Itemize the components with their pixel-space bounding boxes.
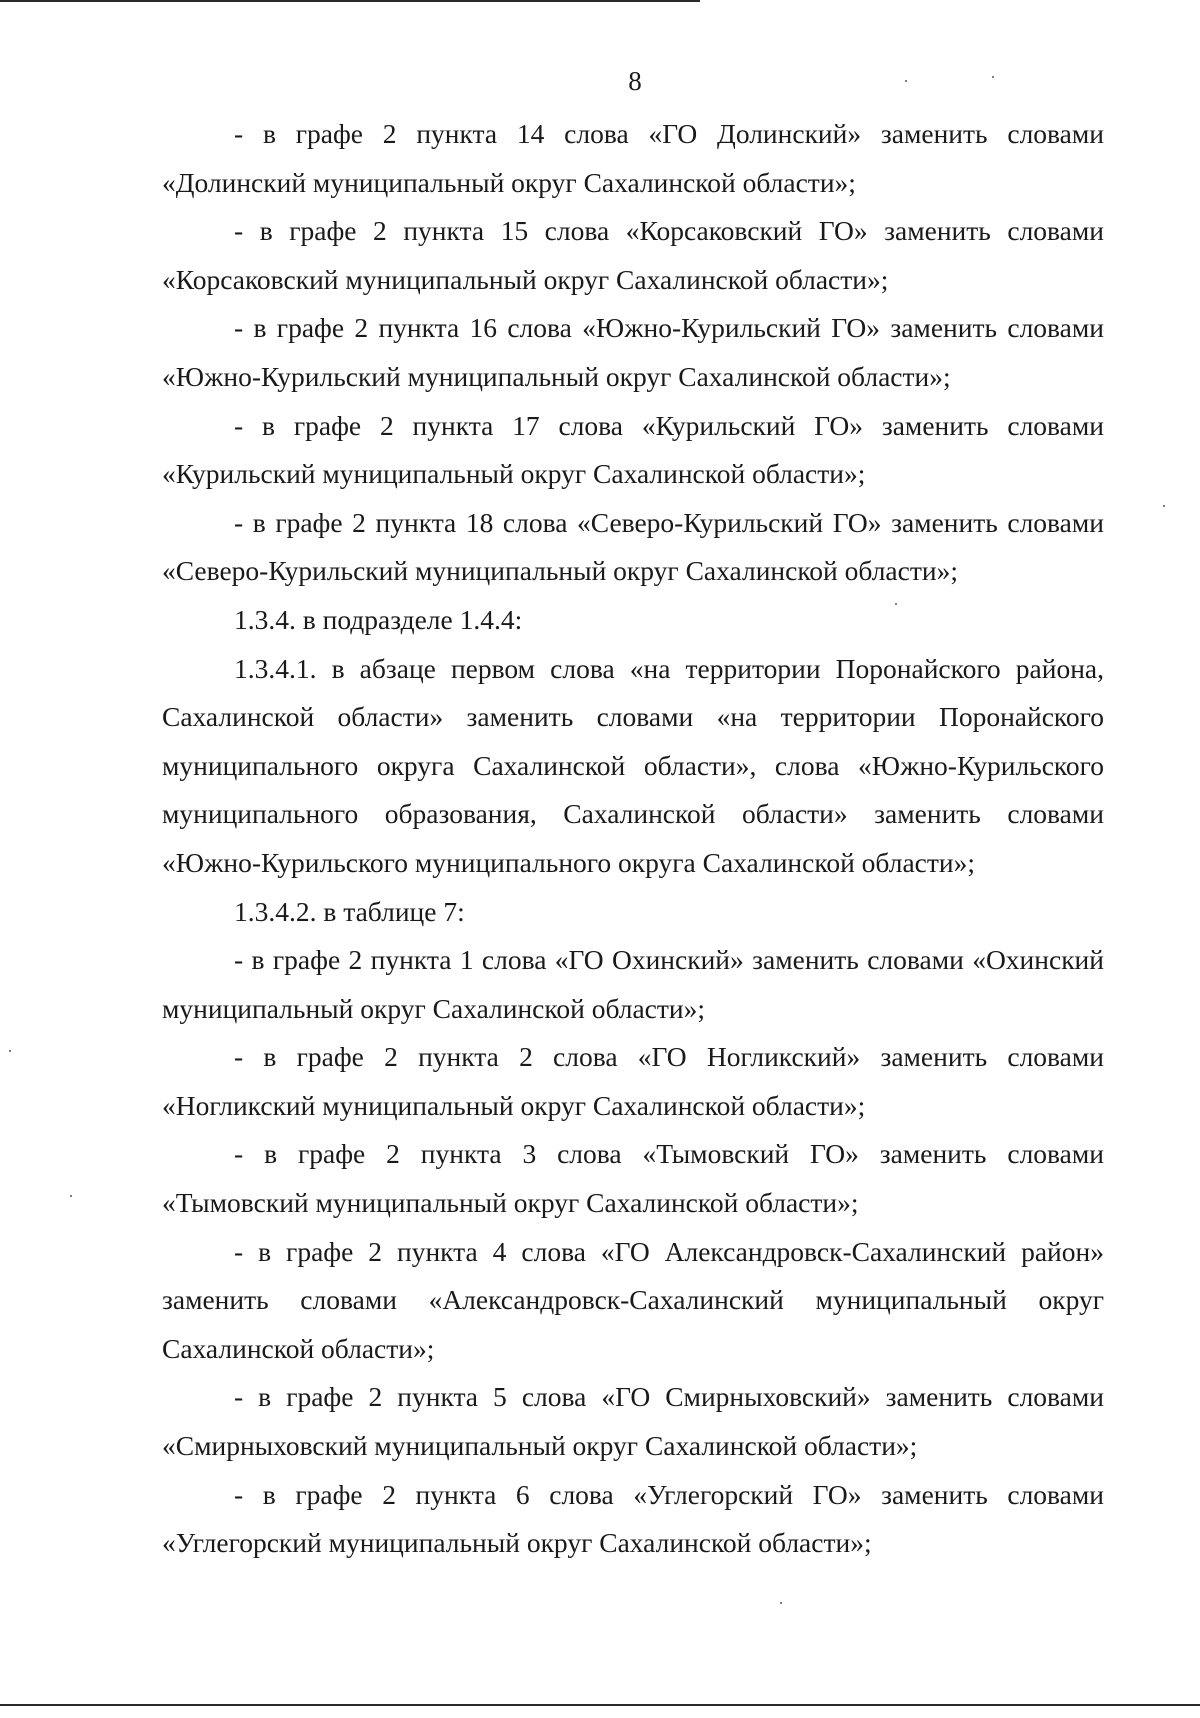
- paragraph-item-15: - в графе 2 пункта 15 слова «Корсаковский ГО» заменить словами «Корсаковский муниципальный округ Сахалинской области»;: [162, 215, 1104, 295]
- paragraph-item-14: - в графе 2 пункта 14 слова «ГО Долинский» заменить словами «Долинский муниципальный округ Сахалинской области»;: [162, 118, 1104, 198]
- page-number: 8: [628, 66, 642, 96]
- paragraph-1-3-4-1: 1.3.4.1. в абзаце первом слова «на территории Поронайского района, Сахалинской области» заменить словами «на территории Поронайского муниципального округа Сахалинской области», слова «Южно-Курильского муниципального образования, Сахалинской области» заменить словами «Южно-Курильского муниципального округа Сахалинской области»;: [162, 652, 1104, 878]
- paragraph-table7-item-6: - в графе 2 пункта 6 слова «Углегорский ГО» заменить словами «Углегорский муниципальный округ Сахалинской области»;: [162, 1478, 1104, 1559]
- scan-speck: [992, 76, 994, 78]
- scan-speck: [70, 1195, 72, 1197]
- scan-speck: [9, 1050, 11, 1052]
- scan-speck: [895, 603, 897, 605]
- paragraph-item-17: - в графе 2 пункта 17 слова «Курильский ГО» заменить словами «Курильский муниципальный округ Сахалинской области»;: [162, 409, 1104, 490]
- paragraph-table7-item-4: - в графе 2 пункта 4 слова «ГО Александровск-Сахалинский район» заменить словами «Александровск-Сахалинский муниципальный округ Сахалинской области»;: [162, 1235, 1104, 1364]
- paragraph-item-18: - в графе 2 пункта 18 слова «Северо-Курильский ГО» заменить словами «Северо-Курильский муниципальный округ Сахалинской области»;: [162, 506, 1104, 587]
- paragraph-table7-item-5: - в графе 2 пункта 5 слова «ГО Смирныховский» заменить словами «Смирныховский муниципальный округ Сахалинской области»;: [162, 1381, 1104, 1462]
- paragraph-item-16: - в графе 2 пункта 16 слова «Южно-Курильский ГО» заменить словами «Южно-Курильский муниципальный округ Сахалинской области»;: [162, 312, 1104, 392]
- scan-speck: [905, 80, 907, 82]
- section-heading-1-3-4: 1.3.4. в подразделе 1.4.4:: [234, 603, 523, 635]
- paragraph-table7-item-3: - в графе 2 пункта 3 слова «Тымовский ГО» заменить словами «Тымовский муниципальный округ Сахалинской области»;: [162, 1138, 1104, 1219]
- paragraph-table7-item-2: - в графе 2 пункта 2 слова «ГО Ногликский» заменить словами «Ногликский муниципальный округ Сахалинской области»;: [162, 1041, 1104, 1121]
- scan-speck: [780, 1602, 782, 1604]
- scan-edge-bottom: [0, 1704, 1200, 1706]
- scan-speck: [1163, 505, 1165, 507]
- document-body: [162, 110, 1104, 1568]
- scan-edge-top: [0, 0, 700, 2]
- paragraph-table7-item-1: - в графе 2 пункта 1 слова «ГО Охинский» заменить словами «Охинский муниципальный округ Сахалинской области»;: [162, 944, 1104, 1024]
- section-heading-1-3-4-2: 1.3.4.2. в таблице 7:: [234, 895, 465, 927]
